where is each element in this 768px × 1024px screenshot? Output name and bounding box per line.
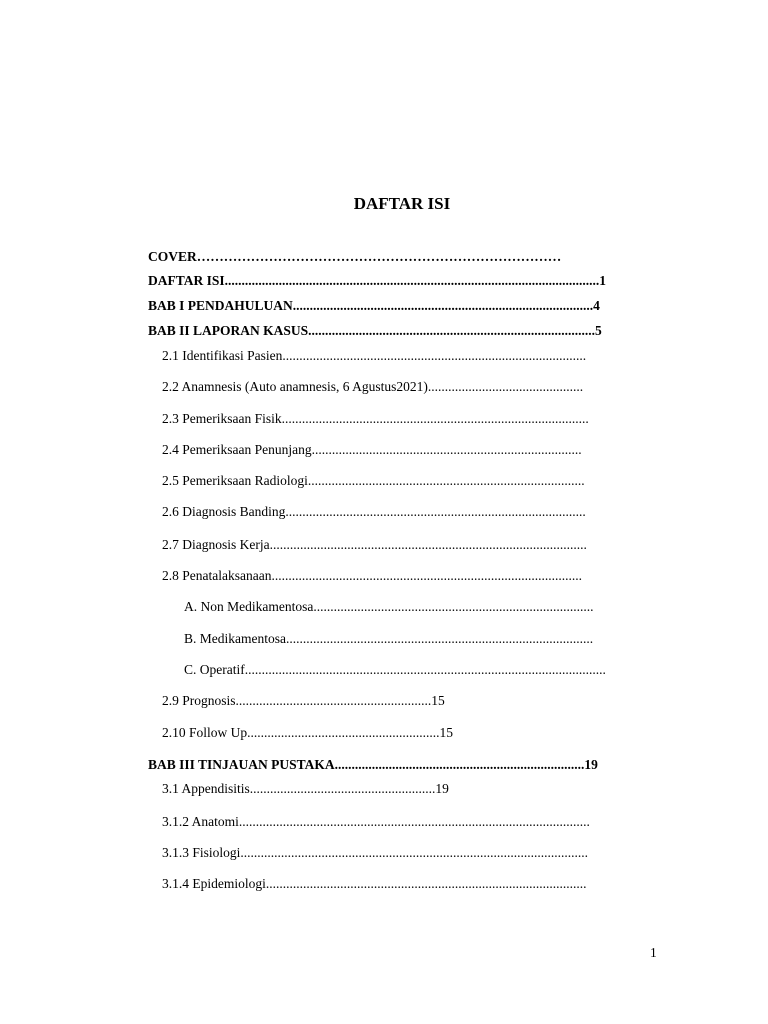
toc-entry-text: 2.6 Diagnosis Banding.........................................................................................	[162, 504, 586, 519]
toc-entry-text: BAB III TINJAUAN PUSTAKA..........................................................................	[148, 757, 585, 772]
toc-entry-text: C. Operatif...........................................................................................................	[184, 662, 606, 677]
toc-entry-text: 2.7 Diagnosis Kerja..............................................................................................	[162, 537, 587, 552]
toc-entry-text: 3.1.3 Fisiologi.......................................................................................................	[162, 845, 589, 860]
toc-entry-2-5	[162, 472, 645, 490]
toc-entry-page: 15	[439, 725, 454, 740]
toc-entry-cover	[148, 248, 648, 266]
toc-entry-page: 19	[435, 781, 449, 796]
toc-entry-page: 19	[584, 757, 598, 772]
toc-entry-text: 3.1 Appendisitis.......................................................	[162, 781, 436, 796]
toc-entry-2-3	[162, 410, 652, 428]
toc-entry-text: 2.10 Follow Up.........................................................	[162, 725, 440, 740]
toc-entry-3-1	[162, 780, 502, 798]
toc-entry-2-1	[162, 347, 652, 365]
toc-entry-text: 2.1 Identifikasi Pasien..........................................................................................	[162, 348, 587, 363]
toc-entry-bab-1	[148, 297, 660, 315]
toc-entry-2-6	[162, 503, 645, 521]
toc-entry-page: 15	[431, 693, 445, 708]
toc-entry-text: 2.9 Prognosis..........................................................	[162, 693, 432, 708]
toc-entry-text: 2.4 Pemeriksaan Penunjang................................................................................	[162, 442, 582, 457]
toc-entry-2-2	[162, 378, 652, 396]
toc-entry-bab-3	[148, 756, 660, 774]
toc-entry-bab-2	[148, 322, 660, 340]
toc-entry-text: B. Medikamentosa...........................................................................................	[184, 631, 594, 646]
page-number: 1	[650, 945, 657, 960]
page-title: DAFTAR ISI	[353, 194, 451, 213]
toc-entry-text: 2.8 Penatalaksanaan............................................................................................	[162, 568, 582, 583]
toc-entry-2-9	[162, 692, 502, 710]
toc-entry-2-8-a	[184, 598, 645, 616]
toc-entry-2-8	[162, 567, 645, 585]
toc-entry-text: BAB II LAPORAN KASUS.....................................................................................	[148, 323, 596, 338]
toc-entry-2-10	[162, 724, 502, 742]
toc-entry-2-7	[162, 536, 645, 554]
toc-entry-3-1-3	[162, 844, 645, 862]
toc-entry-text: 2.3 Pemeriksaan Fisik...........................................................................................	[162, 411, 589, 426]
toc-entry-text: COVER………………………………………………………………………	[148, 249, 562, 264]
toc-entry-2-8-b	[184, 630, 645, 648]
toc-entry-text: 3.1.4 Epidemiologi...............................................................................................	[162, 876, 587, 891]
toc-entry-page: 1	[599, 273, 607, 288]
toc-entry-text: 2.2 Anamnesis (Auto anamnesis, 6 Agustus2021)..............................................	[162, 379, 584, 394]
toc-entry-text: DAFTAR ISI...............................................................................................................	[148, 273, 600, 288]
toc-entry-text: A. Non Medikamentosa...................................................................................	[184, 599, 594, 614]
toc-entry-page: 5	[595, 323, 602, 338]
toc-entry-2-4	[162, 441, 645, 459]
toc-entry-daftar-isi	[148, 272, 660, 290]
toc-entry-page: 4	[593, 298, 600, 313]
toc-entry-text: 2.5 Pemeriksaan Radiologi..................................................................................	[162, 473, 585, 488]
toc-entry-3-1-2	[162, 813, 645, 831]
toc-entry-2-8-c	[184, 661, 645, 679]
toc-entry-text: 3.1.2 Anatomi........................................................................................................	[162, 814, 590, 829]
toc-entry-text: BAB I PENDAHULUAN.........................................................................................	[148, 298, 594, 313]
toc-entry-3-1-4	[162, 875, 645, 893]
